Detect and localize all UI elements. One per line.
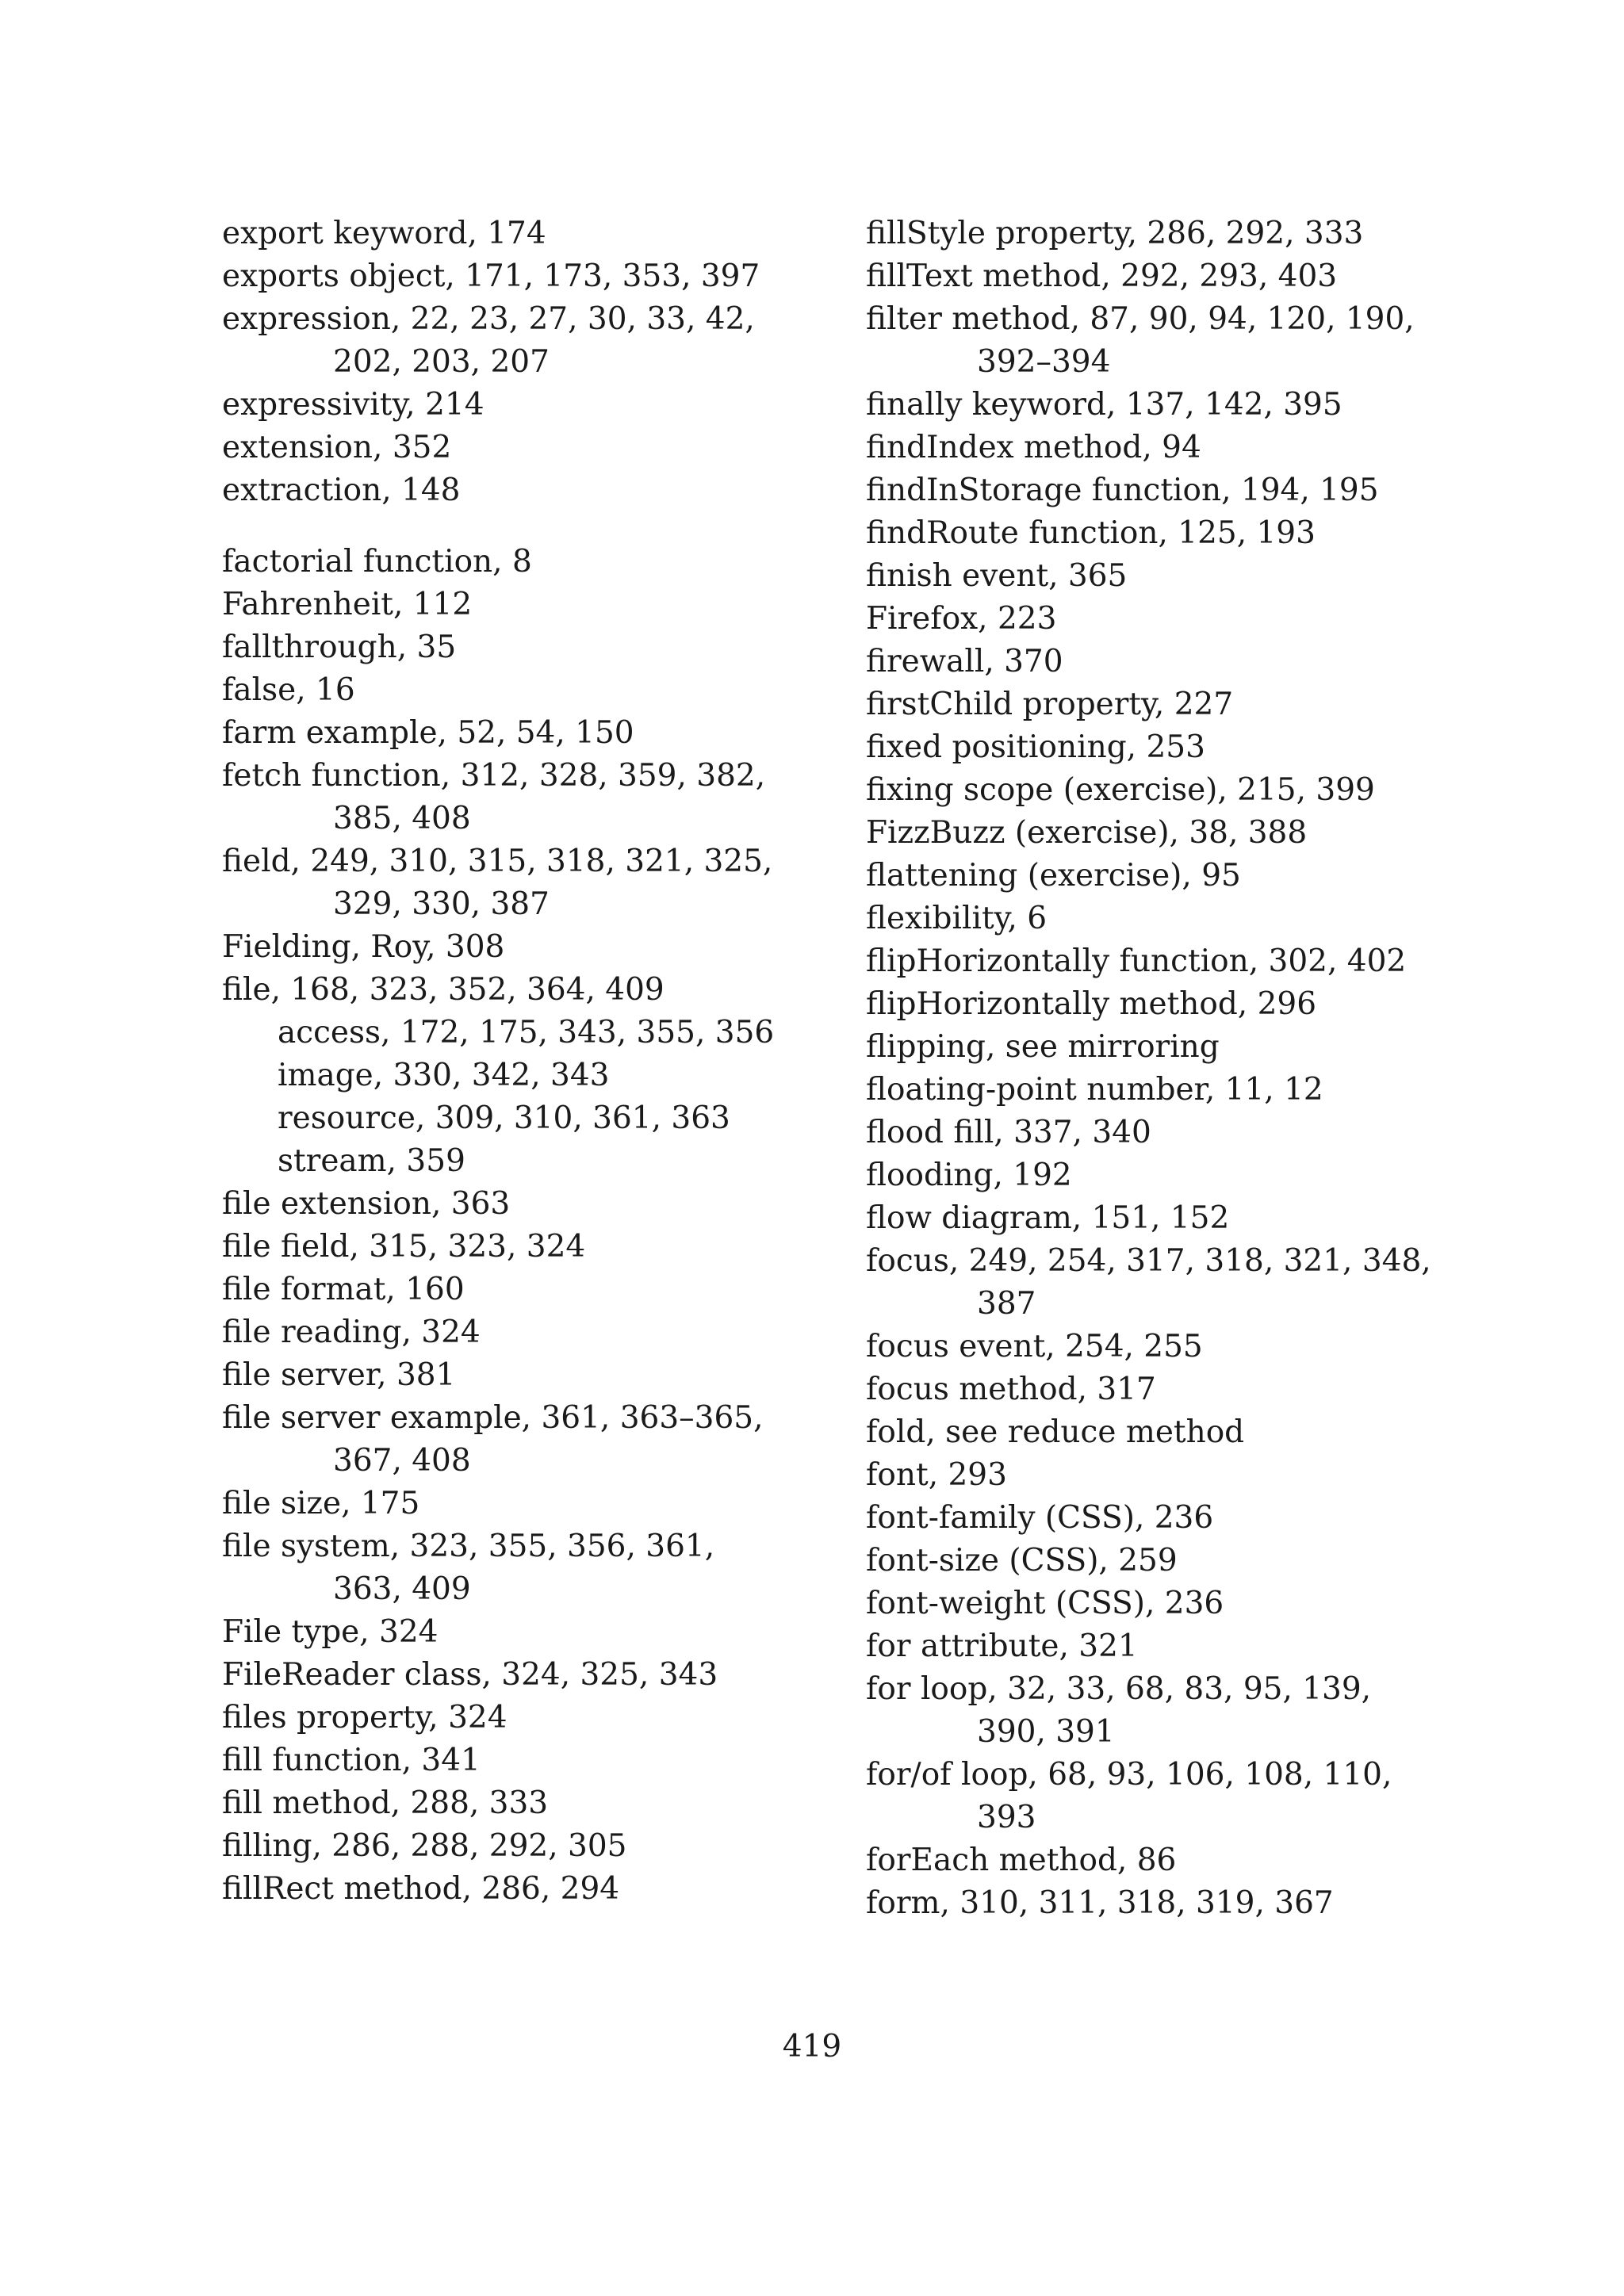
index-entry: focus, 249, 254, 317, 318, 321, 348, 387	[866, 1243, 1431, 1322]
index-entry: filling, 286, 288, 292, 305	[222, 1828, 627, 1864]
index-entry: flood fill, 337, 340	[866, 1115, 1151, 1150]
index-entry: Fahrenheit, 112	[222, 587, 473, 622]
index-entry: fillText method, 292, 293, 403	[866, 258, 1338, 294]
index-entry: forEach method, 86	[866, 1843, 1177, 1878]
index-entry: fillRect method, 286, 294	[222, 1871, 620, 1907]
index-entry: factorial function, 8	[222, 544, 532, 580]
letter-group-gap	[222, 512, 793, 541]
index-entry: file reading, 324	[222, 1314, 481, 1350]
index-entry: for attribute, 321	[866, 1628, 1138, 1664]
index-entry: fill method, 288, 333	[222, 1785, 549, 1821]
index-entry: FileReader class, 324, 325, 343	[222, 1657, 718, 1693]
index-entry: files property, 324	[222, 1700, 508, 1735]
index-entry: file format, 160	[222, 1272, 465, 1307]
index-entry: floating-point number, 11, 12	[866, 1072, 1323, 1108]
index-entry: File type, 324	[222, 1614, 439, 1650]
index-entry: finish event, 365	[866, 558, 1128, 594]
index-entry: fetch function, 312, 328, 359, 382, 385, 408	[222, 758, 766, 836]
index-entry: export keyword, 174	[222, 216, 546, 251]
index-entry: for loop, 32, 33, 68, 83, 95, 139, 390, 391	[866, 1671, 1372, 1750]
page-number: 419	[782, 2029, 842, 2064]
index-subentry: stream, 359	[278, 1143, 465, 1179]
index-entry: file extension, 363	[222, 1186, 511, 1222]
index-entry: false, 16	[222, 672, 355, 708]
index-entry: fold, see reduce method	[866, 1414, 1245, 1450]
index-entry: focus event, 254, 255	[866, 1329, 1203, 1364]
index-entry: firstChild property, 227	[866, 687, 1234, 722]
index-entry: fill function, 341	[222, 1743, 481, 1778]
index-entry: flooding, 192	[866, 1158, 1072, 1193]
index-entry: font-family (CSS), 236	[866, 1500, 1214, 1536]
index-column-right	[866, 212, 1437, 1925]
index-entry: FizzBuzz (exercise), 38, 388	[866, 815, 1308, 851]
index-subentry: image, 330, 342, 343	[278, 1058, 610, 1093]
index-entry: flow diagram, 151, 152	[866, 1200, 1230, 1236]
index-entry: field, 249, 310, 315, 318, 321, 325, 329, 330, 387	[222, 844, 773, 922]
index-entry: exports object, 171, 173, 353, 397	[222, 258, 760, 294]
index-column-left	[222, 212, 793, 1911]
index-subentry: resource, 309, 310, 361, 363	[278, 1100, 730, 1136]
index-entry: font-weight (CSS), 236	[866, 1586, 1224, 1621]
index-entry: extraction, 148	[222, 473, 461, 508]
index-entry: form, 310, 311, 318, 319, 367	[866, 1885, 1334, 1921]
index-entry: findInStorage function, 194, 195	[866, 473, 1379, 508]
index-entry: font-size (CSS), 259	[866, 1543, 1178, 1578]
index-entry: file server example, 361, 363–365, 367, 408	[222, 1400, 764, 1479]
index-entry: expression, 22, 23, 27, 30, 33, 42, 202, 203, 207	[222, 301, 755, 380]
index-entry: fillStyle property, 286, 292, 333	[866, 216, 1364, 251]
index-entry: flexibility, 6	[866, 901, 1048, 936]
index-entry: fallthrough, 35	[222, 629, 457, 665]
index-entry: filter method, 87, 90, 94, 120, 190, 392–394	[866, 301, 1415, 380]
index-entry: expressivity, 214	[222, 387, 485, 423]
index-entry: for/of loop, 68, 93, 106, 108, 110, 393	[866, 1757, 1392, 1835]
index-entry: Fielding, Roy, 308	[222, 929, 505, 965]
index-entry: extension, 352	[222, 430, 452, 465]
index-entry: findRoute function, 125, 193	[866, 515, 1316, 551]
index-entry: flipHorizontally function, 302, 402	[866, 943, 1407, 979]
index-entry: findIndex method, 94	[866, 430, 1201, 465]
index-entry: file size, 175	[222, 1486, 420, 1521]
index-entry: flipping, see mirroring	[866, 1029, 1220, 1065]
index-entry: flattening (exercise), 95	[866, 858, 1241, 894]
index-entry: file server, 381	[222, 1357, 456, 1393]
index-entry: file system, 323, 355, 356, 361, 363, 409	[222, 1529, 715, 1607]
index-entry: fixed positioning, 253	[866, 729, 1205, 765]
index-entry: file, 168, 323, 352, 364, 409	[222, 972, 665, 1008]
index-entry: font, 293	[866, 1457, 1007, 1493]
index-entry: farm example, 52, 54, 150	[222, 715, 634, 751]
index-entry: focus method, 317	[866, 1372, 1156, 1407]
index-entry: flipHorizontally method, 296	[866, 986, 1317, 1022]
index-subentry: access, 172, 175, 343, 355, 356	[278, 1015, 775, 1050]
index-entry: fixing scope (exercise), 215, 399	[866, 772, 1375, 808]
index-entry: file field, 315, 323, 324	[222, 1229, 586, 1265]
index-entry: firewall, 370	[866, 644, 1063, 679]
index-entry: finally keyword, 137, 142, 395	[866, 387, 1342, 423]
index-entry: Firefox, 223	[866, 601, 1057, 637]
